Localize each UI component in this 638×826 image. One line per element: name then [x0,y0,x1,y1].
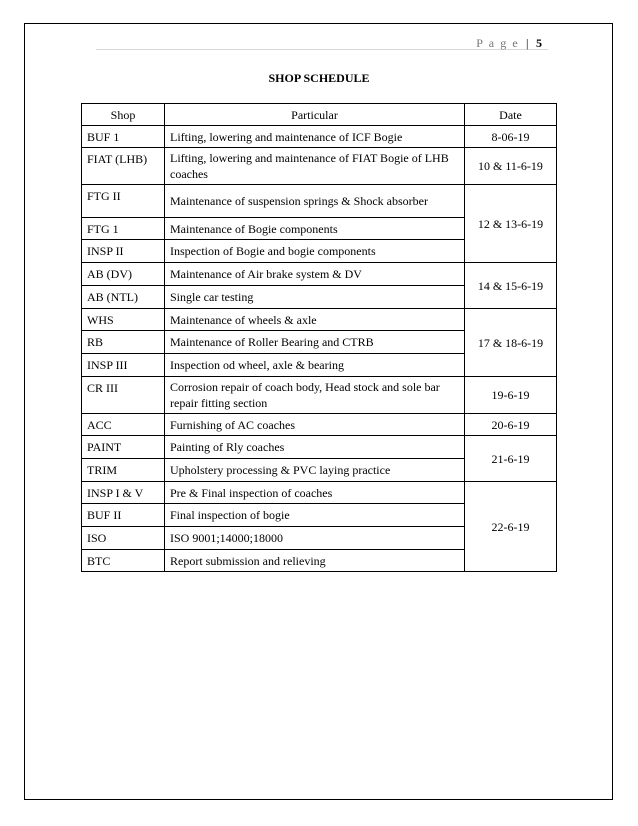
particular-cell: ISO 9001;14000;18000 [165,527,465,550]
column-header-date: Date [465,104,557,126]
table-row [82,436,557,459]
table-row [82,126,557,148]
particular-cell: Furnishing of AC coaches [165,414,465,436]
particular-cell: Maintenance of Roller Bearing and CTRB [165,331,465,354]
particular-cell: Lifting, lowering and maintenance of FIAT Bogie of LHB coaches [165,148,465,185]
particular-cell: Single car testing [165,286,465,309]
particular-cell: Maintenance of wheels & axle [165,309,465,331]
shop-cell: AB (NTL) [82,286,165,309]
shop-cell: INSP III [82,354,165,377]
shop-cell: PAINT [82,436,165,459]
table-row [82,377,557,414]
page-label: P a g e [476,36,520,50]
particular-cell: Corrosion repair of coach body, Head stock and sole bar repair fitting section [165,377,465,414]
particular-cell: Inspection od wheel, axle & bearing [165,354,465,377]
shop-cell: INSP II [82,240,165,263]
shop-cell: ACC [82,414,165,436]
particular-cell: Maintenance of Air brake system & DV [165,263,465,286]
table-header-row [82,104,557,126]
page-separator: | [525,36,529,50]
table-row [82,148,557,185]
particular-cell: Maintenance of suspension springs & Shock absorber [165,185,465,218]
shop-cell: CR III [82,377,165,414]
document-title: SHOP SCHEDULE [268,71,370,85]
date-cell: 12 & 13-6-19 [465,185,557,263]
table-row [82,263,557,286]
table-row [82,482,557,504]
date-cell: 20-6-19 [465,414,557,436]
shop-cell: BUF II [82,504,165,527]
table-row [82,309,557,331]
date-cell: 10 & 11-6-19 [465,148,557,185]
shop-cell: FIAT (LHB) [82,148,165,185]
table-row [82,185,557,218]
date-cell: 22-6-19 [465,482,557,572]
shop-cell: FTG II [82,185,165,218]
shop-cell: WHS [82,309,165,331]
column-header-particular: Particular [165,104,465,126]
particular-cell: Pre & Final inspection of coaches [165,482,465,504]
date-cell: 14 & 15-6-19 [465,263,557,309]
particular-cell: Report submission and relieving [165,550,465,572]
column-header-shop: Shop [82,104,165,126]
particular-cell: Final inspection of bogie [165,504,465,527]
shop-cell: BUF 1 [82,126,165,148]
shop-cell: TRIM [82,459,165,482]
date-cell: 17 & 18-6-19 [465,309,557,377]
particular-cell: Lifting, lowering and maintenance of ICF Bogie [165,126,465,148]
shop-cell: ISO [82,527,165,550]
date-cell: 8-06-19 [465,126,557,148]
particular-cell: Upholstery processing & PVC laying practice [165,459,465,482]
shop-cell: BTC [82,550,165,572]
shop-cell: FTG 1 [82,218,165,240]
particular-cell: Inspection of Bogie and bogie components [165,240,465,263]
table-row [82,414,557,436]
shop-cell: INSP I & V [82,482,165,504]
page-number-header [476,36,542,51]
date-cell: 21-6-19 [465,436,557,482]
date-cell: 19-6-19 [465,377,557,414]
shop-schedule-table [81,103,557,572]
shop-cell: RB [82,331,165,354]
shop-cell: AB (DV) [82,263,165,286]
particular-cell: Maintenance of Bogie components [165,218,465,240]
page-number: 5 [536,36,542,50]
particular-cell: Painting of Rly coaches [165,436,465,459]
